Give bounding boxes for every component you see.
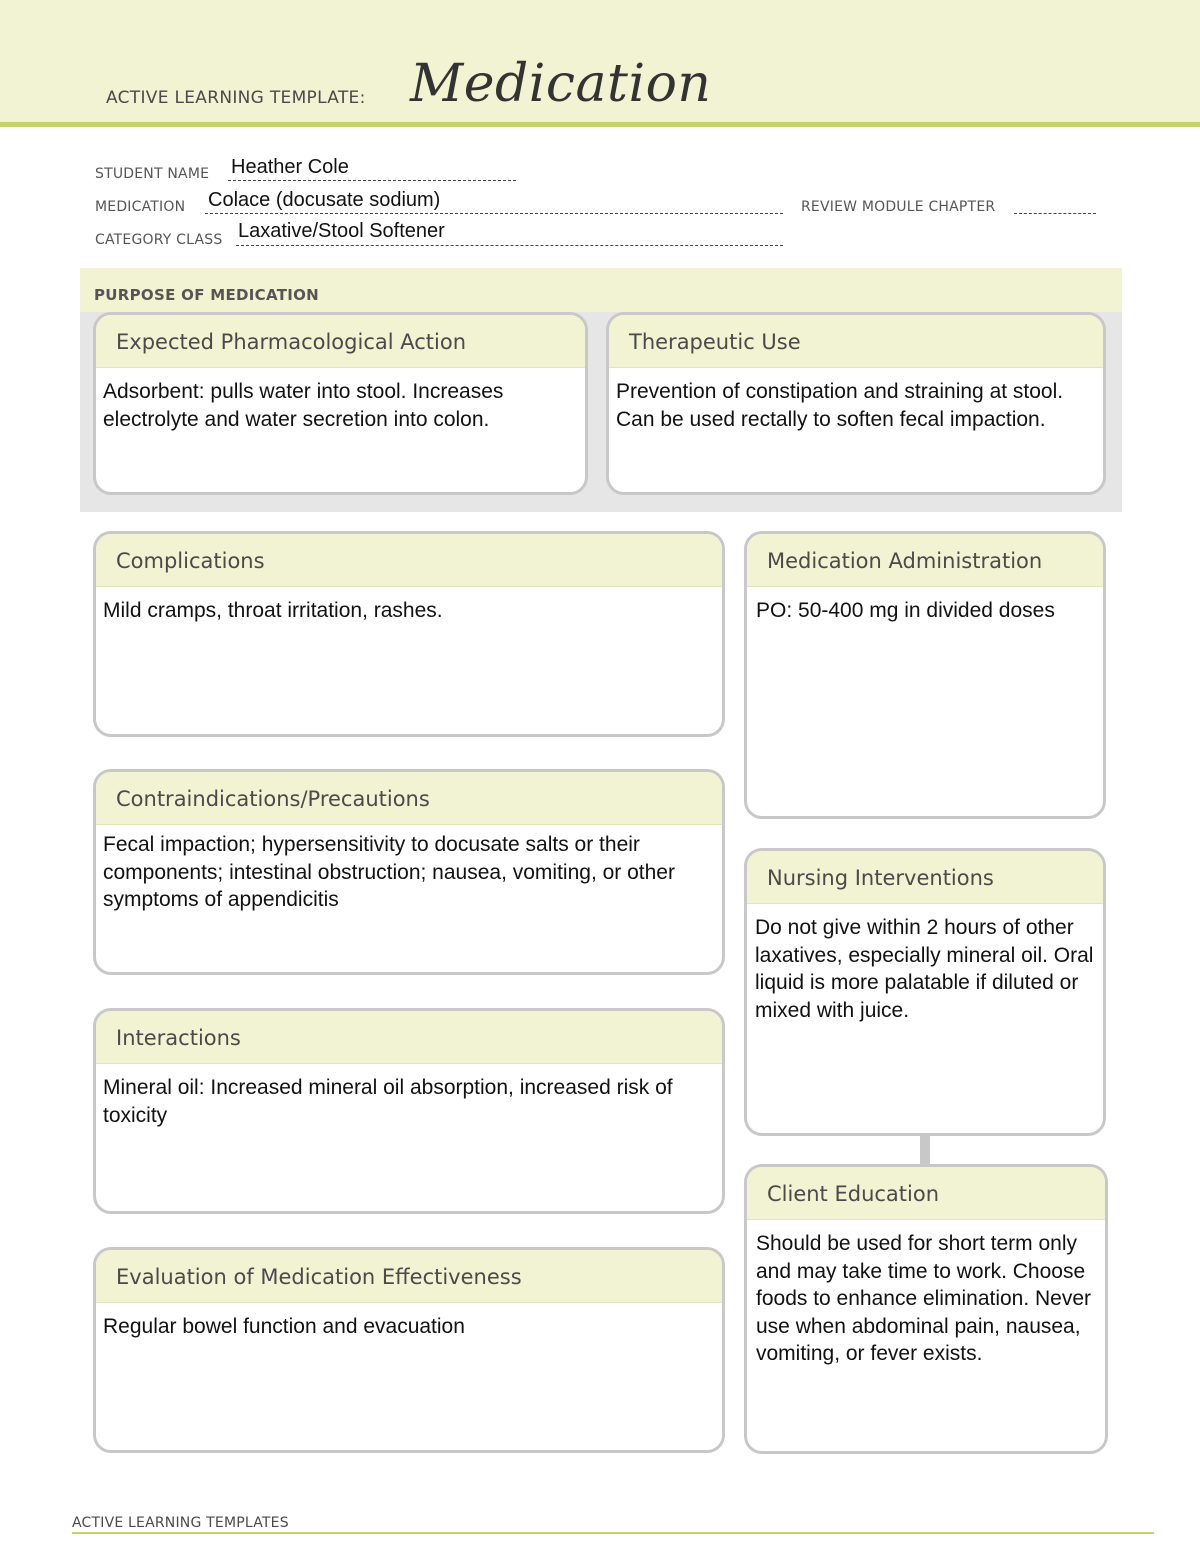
- client-education-header: [747, 1167, 1105, 1220]
- client-education-text[interactable]: Should be used for short term only and may take time to work. Choose foods to enhance elimination. Never use when abdominal pain, nausea, vomiting, or fever exists.: [756, 1232, 1092, 1365]
- expected-action-title: Expected Pharmacological Action: [116, 330, 467, 354]
- interactions-box: [93, 1008, 725, 1214]
- interactions-title: Interactions: [116, 1026, 241, 1050]
- category-class-line: [236, 245, 783, 246]
- evaluation-box: [93, 1247, 725, 1453]
- footer-label: ACTIVE LEARNING TEMPLATES: [72, 1515, 289, 1531]
- interactions-header: [96, 1011, 722, 1064]
- evaluation-text[interactable]: Regular bowel function and evacuation: [103, 1315, 465, 1338]
- evaluation-title: Evaluation of Medication Effectiveness: [116, 1265, 522, 1289]
- therapeutic-use-header: [609, 315, 1103, 368]
- expected-action-header: [96, 315, 585, 368]
- student-name-line: [228, 180, 516, 181]
- medication-administration-text[interactable]: PO: 50-400 mg in divided doses: [756, 599, 1055, 622]
- complications-box: [93, 531, 725, 737]
- footer-rule: [72, 1532, 1154, 1534]
- therapeutic-use-title: Therapeutic Use: [629, 330, 801, 354]
- complications-title: Complications: [116, 549, 265, 573]
- complications-header: [96, 534, 722, 587]
- therapeutic-use-box: [606, 312, 1106, 495]
- complications-text[interactable]: Mild cramps, throat irritation, rashes.: [103, 599, 443, 622]
- box-connector: [920, 1133, 930, 1167]
- medication-administration-box: [744, 531, 1106, 819]
- review-module-label: REVIEW MODULE CHAPTER: [801, 199, 996, 215]
- template-title: Medication: [410, 54, 712, 114]
- contraindications-header: [96, 772, 722, 825]
- review-module-line: [1014, 213, 1096, 214]
- medication-administration-title: Medication Administration: [767, 549, 1043, 573]
- client-education-title: Client Education: [767, 1182, 940, 1206]
- expected-action-box: [93, 312, 588, 495]
- nursing-interventions-box: [744, 848, 1106, 1136]
- client-education-box: [744, 1164, 1108, 1454]
- medication-administration-header: [747, 534, 1103, 587]
- therapeutic-use-text[interactable]: Prevention of constipation and straining at stool. Can be used rectally to soften fecal impaction.: [616, 380, 1064, 431]
- nursing-interventions-header: [747, 851, 1103, 904]
- category-class-label: CATEGORY CLASS: [95, 232, 223, 248]
- interactions-text[interactable]: Mineral oil: Increased mineral oil absorption, increased risk of toxicity: [103, 1076, 673, 1127]
- medication-line: [205, 213, 783, 214]
- medication-label: MEDICATION: [95, 199, 186, 215]
- student-name-field[interactable]: Heather Cole: [231, 156, 349, 178]
- contraindications-text[interactable]: Fecal impaction; hypersensitivity to docusate salts or their components; intestinal obstruction; nausea, vomiting, or other symptoms of appendicitis: [103, 833, 675, 911]
- evaluation-header: [96, 1250, 722, 1303]
- template-label: ACTIVE LEARNING TEMPLATE:: [106, 88, 366, 108]
- medication-field[interactable]: Colace (docusate sodium): [208, 189, 441, 211]
- purpose-title: PURPOSE OF MEDICATION: [94, 286, 320, 304]
- nursing-interventions-text[interactable]: Do not give within 2 hours of other laxatives, especially mineral oil. Oral liquid is more palatable if diluted or mixed with juice.: [755, 916, 1094, 1022]
- header-rule: [0, 122, 1200, 127]
- purpose-header: [80, 268, 1122, 312]
- contraindications-title: Contraindications/Precautions: [116, 787, 430, 811]
- category-class-field[interactable]: Laxative/Stool Softener: [238, 220, 445, 242]
- contraindications-box: [93, 769, 725, 975]
- student-name-label: STUDENT NAME: [95, 166, 210, 182]
- expected-action-text[interactable]: Adsorbent: pulls water into stool. Increases electrolyte and water secretion into colon.: [103, 380, 504, 431]
- nursing-interventions-title: Nursing Interventions: [767, 866, 994, 890]
